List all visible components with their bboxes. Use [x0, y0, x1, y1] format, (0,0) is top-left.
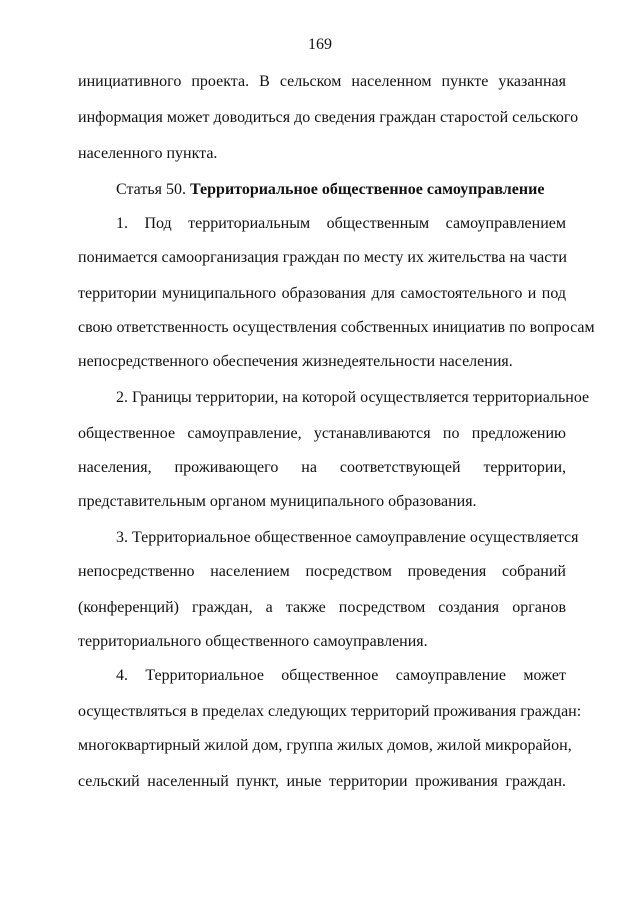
text-line: (конференций) граждан, а также посредством создания органов: [78, 599, 566, 616]
text-line: 3. Территориальное общественное самоуправление осуществляется: [116, 529, 579, 546]
text-line: 4. Территориальное общественное самоуправление может: [116, 667, 566, 684]
text-line: населения, проживающего на соответствующей территории,: [78, 459, 566, 476]
text-line: свою ответственность осуществления собственных инициатив по вопросам: [78, 319, 595, 336]
text-line: многоквартирный жилой дом, группа жилых домов, жилой микрорайон,: [78, 737, 572, 754]
text-line: сельский населенный пункт, иные территории проживания граждан.: [78, 773, 566, 790]
text-line: понимается самоорганизация граждан по месту их жительства на части: [78, 249, 567, 266]
article-number: Статья 50.: [116, 181, 190, 198]
article-heading: [116, 180, 596, 200]
article-title: Территориальное общественное самоуправление: [189, 181, 545, 198]
text-line: территориального общественного самоуправления.: [78, 633, 428, 650]
text-line: 2. Границы территории, на которой осуществляется территориальное: [116, 389, 590, 406]
text-line: представительным органом муниципального образования.: [78, 493, 477, 510]
text-line: инициативного проекта. В сельском населенном пункте указанная: [78, 73, 566, 90]
text-line: населенного пункта.: [78, 145, 218, 162]
text-line: осуществляться в пределах следующих территорий проживания граждан:: [78, 703, 582, 720]
text-line: информация может доводиться до сведения граждан старостой сельского: [78, 109, 579, 126]
text-line: непосредственного обеспечения жизнедеятельности населения.: [78, 353, 513, 370]
text-line: 1. Под территориальным общественным самоуправлением: [116, 215, 566, 232]
text-line: территории муниципального образования для самостоятельного и под: [78, 285, 566, 302]
page-number: 169: [308, 36, 332, 53]
text-line: непосредственно населением посредством проведения собраний: [78, 563, 566, 580]
text-line: общественное самоуправление, устанавливаются по предложению: [78, 425, 566, 442]
